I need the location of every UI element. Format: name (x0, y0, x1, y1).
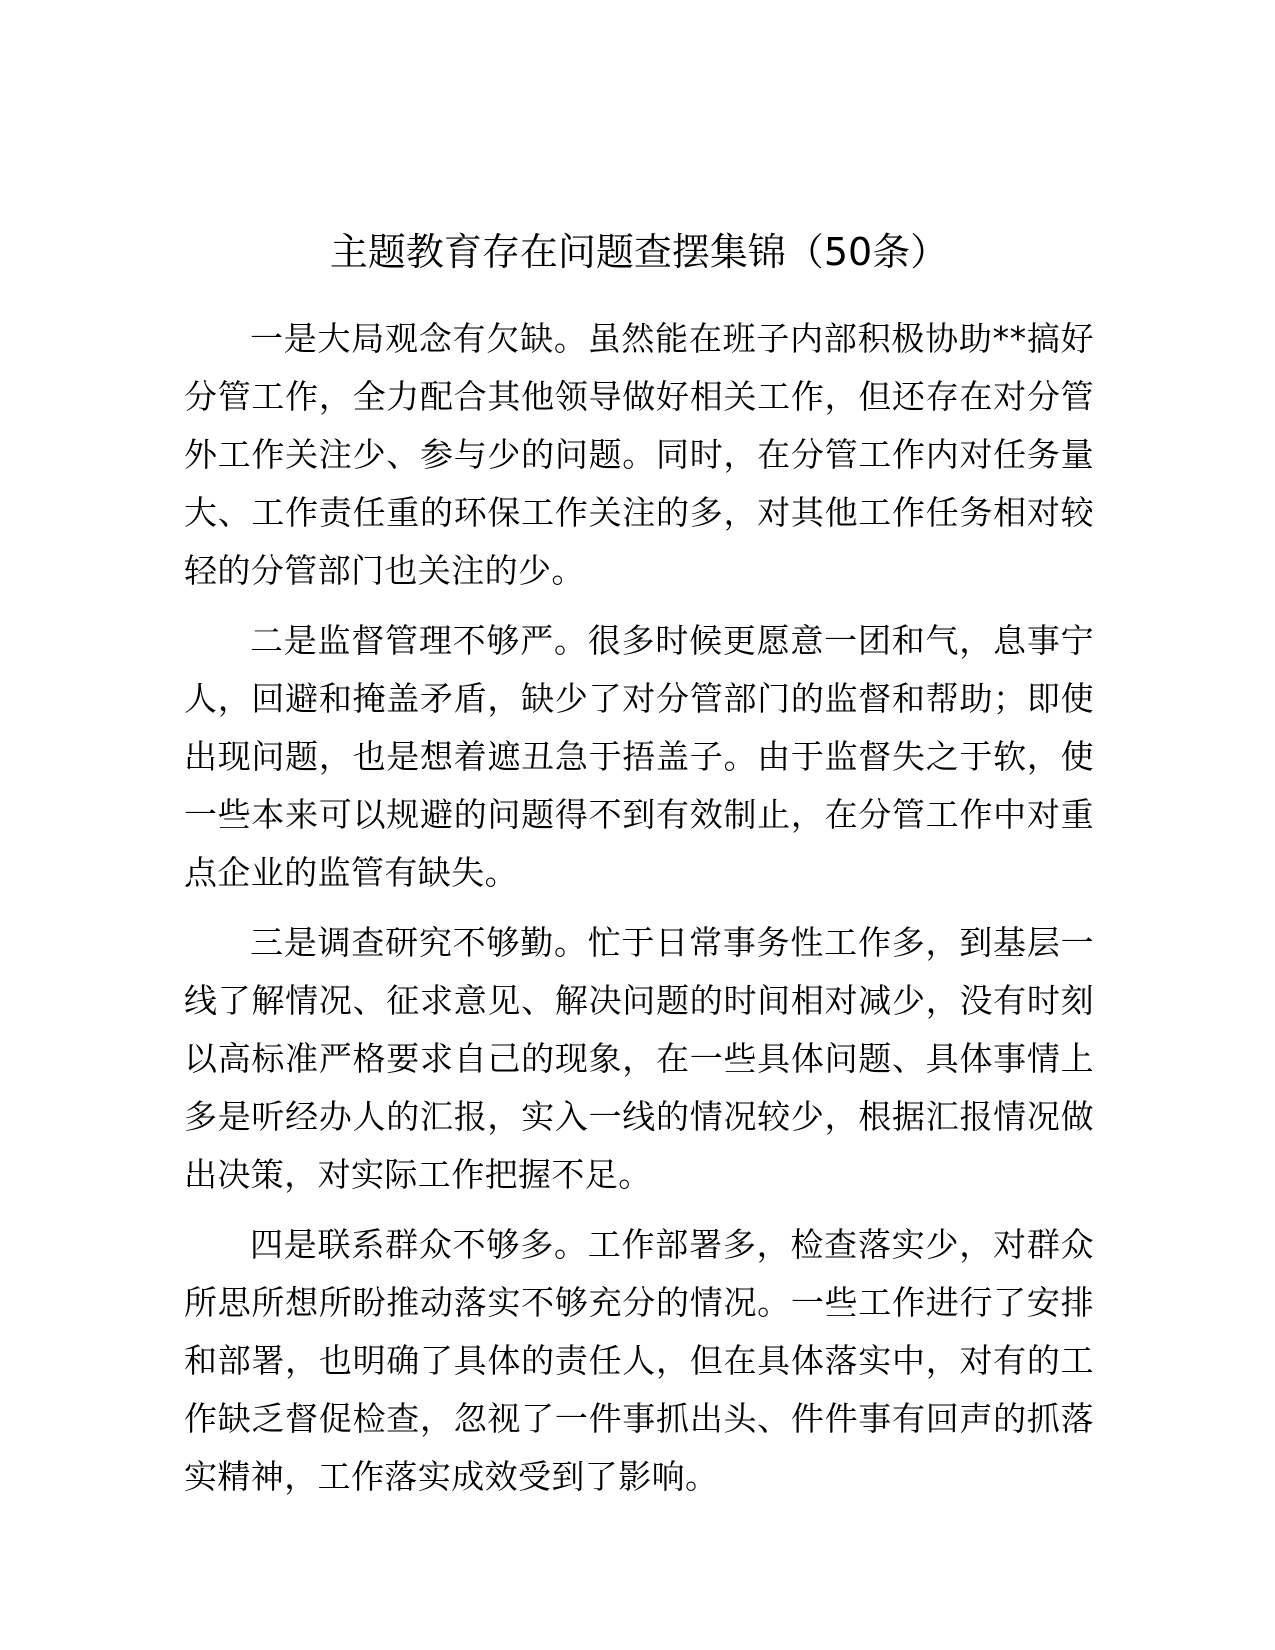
paragraph-4: 四是联系群众不够多。工作部署多，检查落实少，对群众所思所想所盼推动落实不够充分的情况。一些工作进行了安排和部署，也明确了具体的责任人，但在具体落实中，对有的工作缺乏督促检查，忽视了一件事抓出头、件件事有回声的抓落实精神，工作落实成效受到了影响。 (184, 1225, 1094, 1496)
paragraph-2: 二是监督管理不够严。很多时候更愿意一团和气，息事宁人，回避和掩盖矛盾，缺少了对分管部门的监督和帮助；即使出现问题，也是想着遮丑急于捂盖子。由于监督失之于软，使一些本来可以规避的问题得不到有效制止，在分管工作中对重点企业的监管有缺失。 (184, 621, 1094, 892)
paragraph-3: 三是调查研究不够勤。忙于日常事务性工作多，到基层一线了解情况、征求意见、解决问题的时间相对减少，没有时刻以高标准严格要求自己的现象，在一些具体问题、具体事情上多是听经办人的汇报，实入一线的情况较少，根据汇报情况做出决策，对实际工作把握不足。 (184, 923, 1094, 1194)
paragraph-1: 一是大局观念有欠缺。虽然能在班子内部积极协助**搞好分管工作，全力配合其他领导做好相关工作，但还存在对分管外工作关注少、参与少的问题。同时，在分管工作内对任务量大、工作责任重的环保工作关注的多，对其他工作任务相对较轻的分管部门也关注的少。 (184, 319, 1094, 590)
document-body (184, 218, 1094, 1506)
document-title: 主题教育存在问题查摆集锦（50条） (329, 230, 949, 274)
